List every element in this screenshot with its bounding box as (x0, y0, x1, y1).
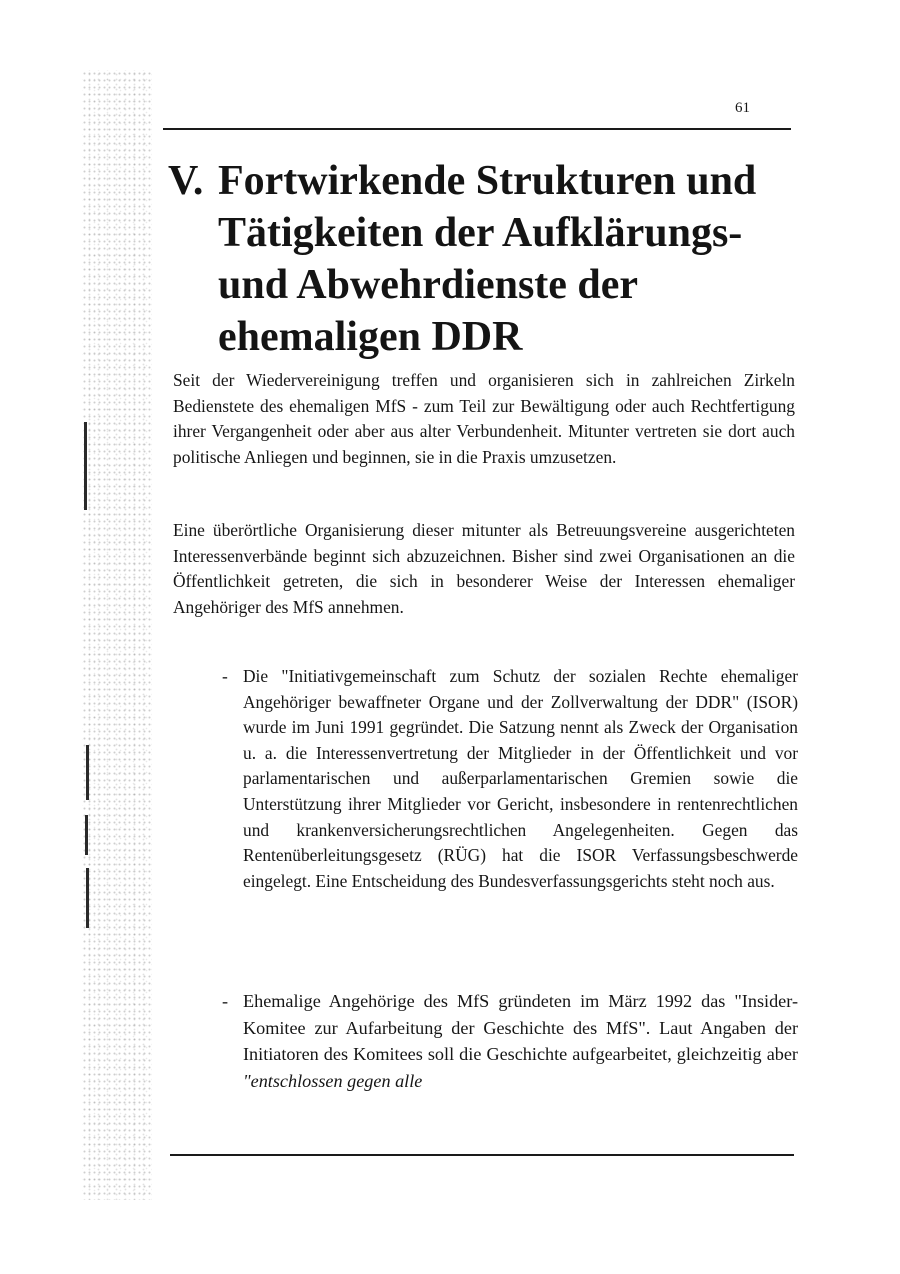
list-dash: - (222, 666, 228, 686)
body-paragraph: Eine überörtliche Organisierung dieser mitunter als Betreuungsvereine ausgerichteten Interessenverbände beginnt sich abzuzeichnen. Bisher sind zwei Organisationen an die Öffentlichkeit getreten, die sich in besonderer Weise der Interessen ehemaliger Angehöriger des MfS annehmen. (173, 520, 795, 617)
footer-rule (170, 1154, 794, 1156)
page-number: 61 (735, 100, 750, 116)
heading-line: und Abwehrdienste der (218, 262, 639, 308)
margin-mark (84, 422, 87, 510)
list-dash: - (222, 991, 229, 1011)
margin-mark (86, 745, 89, 800)
list-item-text (243, 988, 798, 1094)
chapter-number: V. (168, 158, 204, 204)
header-rule (163, 128, 791, 130)
heading-line: ehemaligen DDR (218, 314, 523, 360)
heading-line: Fortwirkende Strukturen und (218, 158, 757, 204)
chapter-heading (168, 155, 808, 363)
list-item (222, 988, 798, 1094)
margin-mark (86, 868, 89, 928)
heading-line: Tätigkeiten der Aufklärungs- (218, 210, 743, 256)
list-item (222, 664, 798, 894)
list-item-text-regular: Ehemalige Angehörige des MfS gründeten im März 1992 das "Insider-Komitee zur Aufarbeitung der Geschichte des MfS". Laut Angaben der Initiatoren des Komitees soll die Geschichte aufgearbeitet, gleichzeitig aber (243, 991, 798, 1064)
body-paragraph: Seit der Wiedervereinigung treffen und organisieren sich in zahlreichen Zirkeln Bedienstete des ehemaligen MfS - zum Teil zur Bewältigung oder auch Rechtfertigung ihrer Vergangenheit oder aber aus alter Verbundenheit. Mitunter vertreten sie dort auch politische Anliegen und beginnen, sie in die Praxis umzusetzen. (173, 370, 795, 467)
scan-noise-margin (82, 70, 152, 1200)
margin-mark (85, 815, 88, 855)
list-item-text: Die "Initiativgemeinschaft zum Schutz der sozialen Rechte ehemaliger Angehöriger bewaffneter Organe und der Zollverwaltung der DDR" (ISOR) wurde im Juni 1991 gegründet. Die Satzung nennt als Zweck der Organisation u. a. die Interessenvertretung der Mitglieder in der Öffentlichkeit und vor parlamentarischen und außerparlamentarischen Gremien sowie die Unterstützung ihrer Mitglieder vor Gericht, insbesondere in rentenrechtlichen und krankenversicherungsrechtlichen Angelegenheiten. Gegen das Rentenüberleitungsgesetz (RÜG) hat die ISOR Verfassungsbeschwerde eingelegt. Eine Entscheidung des Bundesverfassungsgerichts steht noch aus. (243, 666, 798, 891)
quoted-italic-text: "entschlossen gegen alle (243, 1070, 423, 1091)
